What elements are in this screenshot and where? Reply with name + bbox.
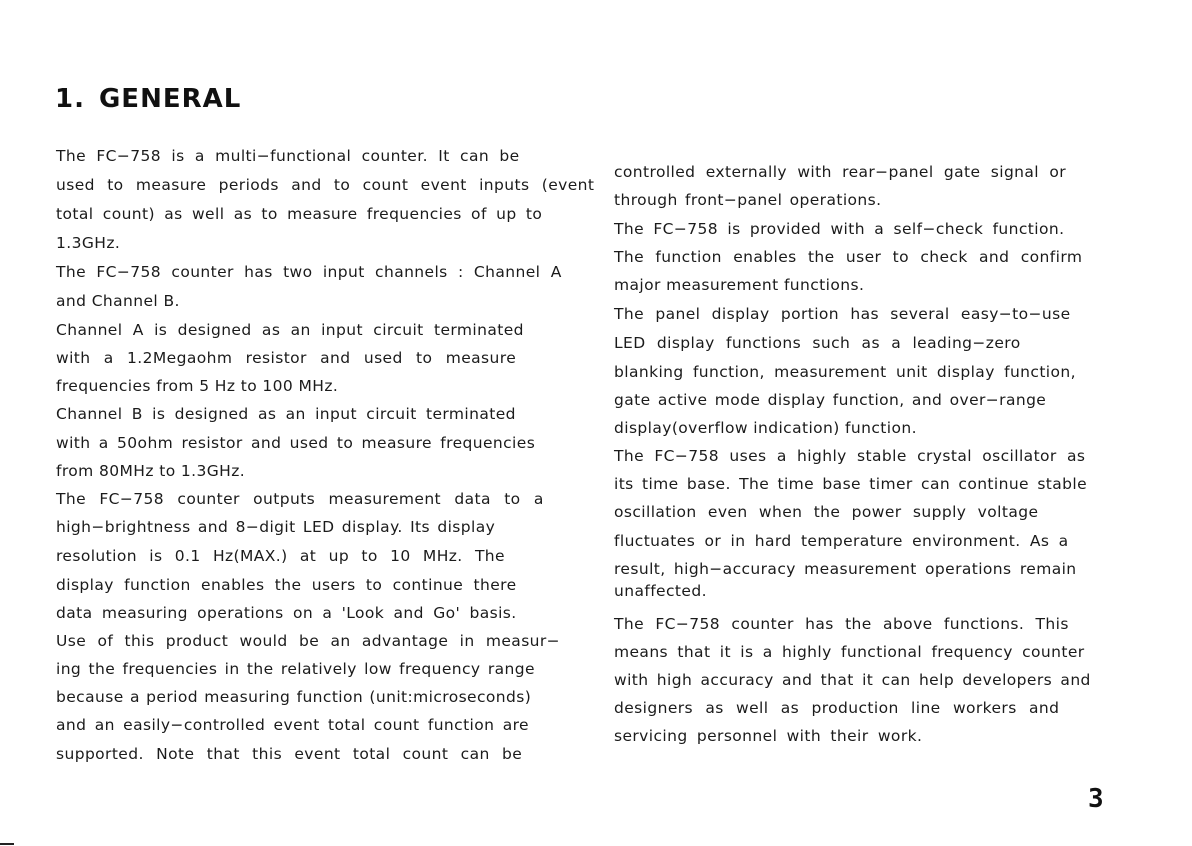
text-line: because a period measuring function (unit:microseconds): [56, 688, 532, 706]
text-line: controlled externally with rear−panel gate signal or: [614, 163, 1066, 181]
text-line: ing the frequencies in the relatively low frequency range: [56, 660, 535, 678]
text-line: through front−panel operations.: [614, 191, 882, 209]
text-line: servicing personnel with their work.: [614, 727, 923, 745]
section-number: 1.: [55, 84, 85, 114]
text-line: Channel B is designed as an input circuit terminated: [56, 405, 516, 423]
text-line: The FC−758 counter has the above functions. This: [614, 615, 1069, 633]
text-line: oscillation even when the power supply voltage: [614, 503, 1039, 521]
text-line: and an easily−controlled event total count function are: [56, 716, 529, 734]
text-line: supported. Note that this event total count can be: [56, 745, 523, 763]
text-line: display(overflow indication) function.: [614, 419, 917, 437]
text-line: with high accuracy and that it can help developers and: [614, 671, 1091, 689]
text-line: means that it is a highly functional frequency counter: [614, 643, 1085, 661]
page-number: 3: [1088, 784, 1104, 814]
text-line: The FC−758 counter outputs measurement data to a: [56, 490, 544, 508]
text-line: The FC−758 uses a highly stable crystal oscillator as: [614, 447, 1086, 465]
text-line: data measuring operations on a 'Look and Go' basis.: [56, 604, 517, 622]
text-line: high−brightness and 8−digit LED display. Its display: [56, 518, 496, 536]
text-line: unaffected.: [614, 582, 707, 600]
text-line: display function enables the users to continue there: [56, 576, 517, 594]
text-line: gate active mode display function, and over−range: [614, 391, 1047, 409]
text-line: 1.3GHz.: [56, 234, 121, 252]
text-line: The FC−758 is a multi−functional counter. It can be: [56, 147, 520, 165]
text-line: blanking function, measurement unit display function,: [614, 363, 1076, 381]
text-line: its time base. The time base timer can continue stable: [614, 475, 1088, 493]
text-line: Channel A is designed as an input circuit terminated: [56, 321, 524, 339]
text-line: Use of this product would be an advantage in measur−: [56, 632, 561, 650]
text-line: result, high−accuracy measurement operations remain: [614, 560, 1077, 578]
text-line: The FC−758 counter has two input channels : Channel A: [56, 263, 562, 281]
text-line: fluctuates or in hard temperature environment. As a: [614, 532, 1069, 550]
section-heading: [55, 84, 241, 114]
text-line: major measurement functions.: [614, 276, 865, 294]
text-line: and Channel B.: [56, 292, 180, 310]
text-line: The panel display portion has several easy−to−use: [614, 305, 1071, 323]
text-line: LED display functions such as a leading−zero: [614, 334, 1021, 352]
text-line: frequencies from 5 Hz to 100 MHz.: [56, 377, 339, 395]
text-line: The function enables the user to check and confirm: [614, 248, 1083, 266]
text-line: from 80MHz to 1.3GHz.: [56, 462, 246, 480]
text-line: used to measure periods and to count event inputs (event: [56, 176, 595, 194]
text-line: designers as well as production line workers and: [614, 699, 1060, 717]
section-title: GENERAL: [98, 84, 242, 114]
text-line: with a 50ohm resistor and used to measure frequencies: [56, 434, 536, 452]
text-line: total count) as well as to measure frequencies of up to: [56, 205, 543, 223]
scan-edge-mark: [0, 843, 14, 845]
text-line: resolution is 0.1 Hz(MAX.) at up to 10 MHz. The: [56, 547, 505, 565]
text-line: The FC−758 is provided with a self−check function.: [614, 220, 1065, 238]
text-line: with a 1.2Megaohm resistor and used to measure: [56, 349, 517, 367]
